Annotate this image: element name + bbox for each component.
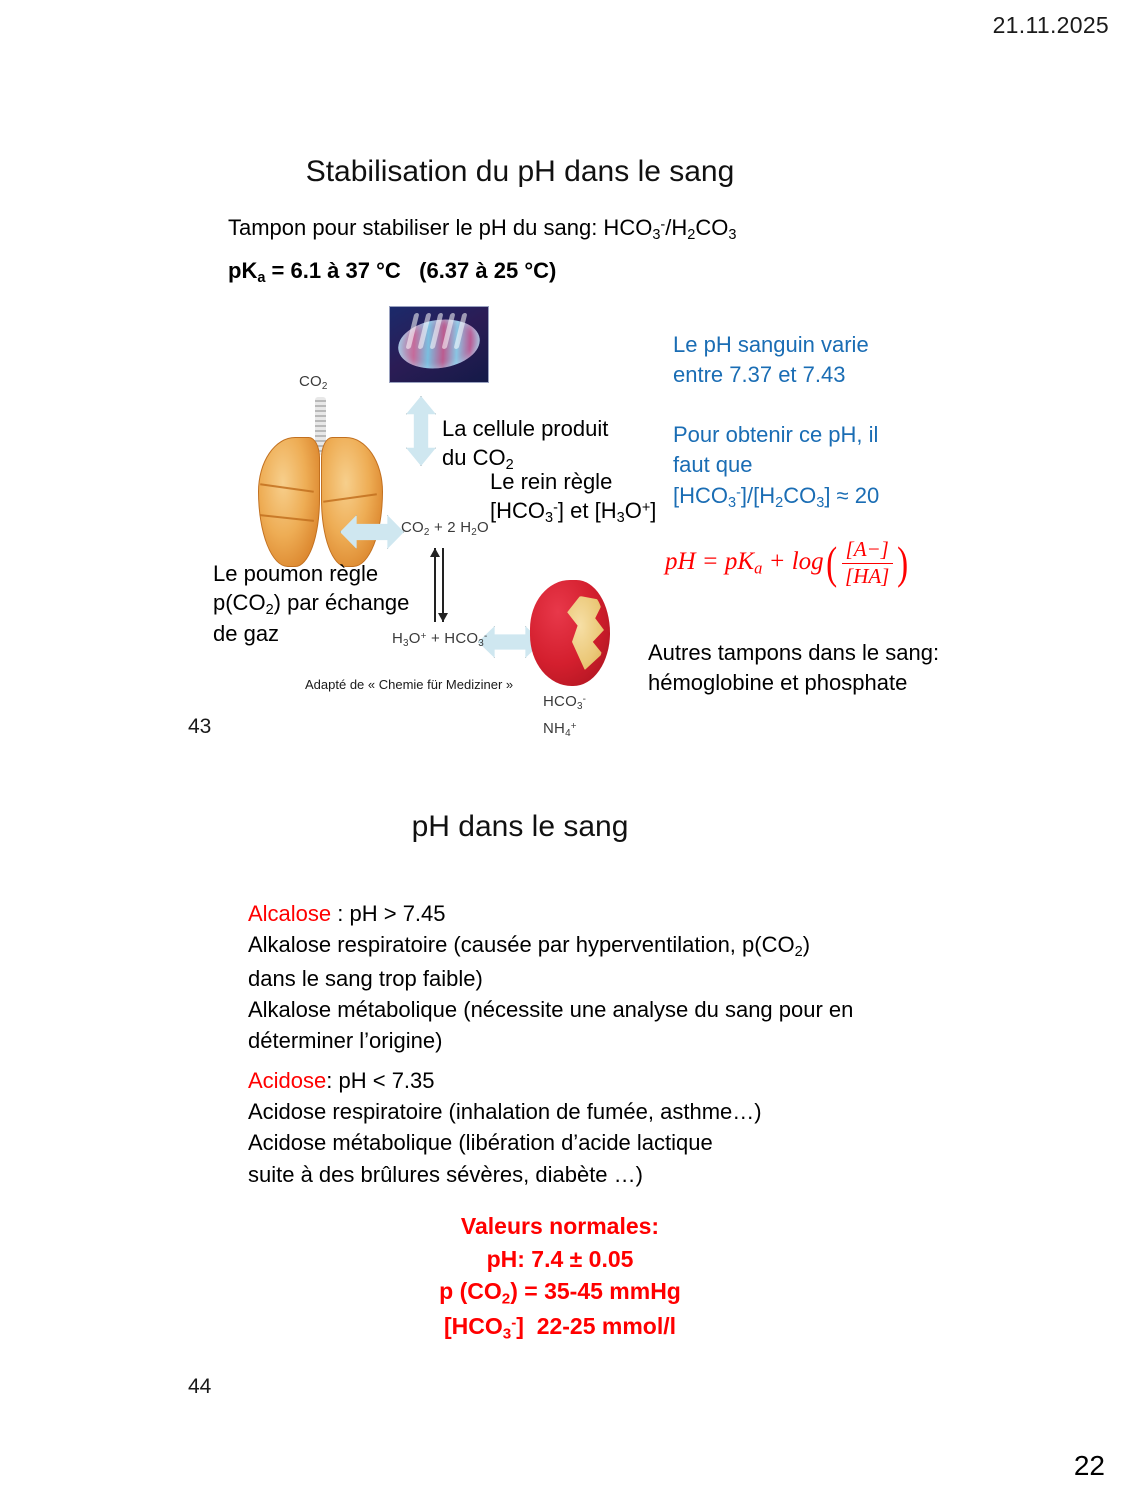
slide-43 (0, 60, 1125, 760)
normal-values-pco2: p $(CO_2) = 35-45$ mmHg (439, 1278, 681, 1308)
normal-values-hco3: $[HCO_3^-]$ 22-25 mmol/l (443, 1313, 677, 1343)
document-date: 21.11.2025 (992, 12, 1109, 38)
slide-44-number: 44 (188, 1375, 212, 1398)
paren-close: ) (897, 537, 909, 589)
alcalose-heading: Alcalose (248, 901, 332, 926)
hh-denominator: [HA] (845, 563, 890, 588)
acidose-line-3: suite à des brûlures sévères, diabète …) (248, 1161, 643, 1187)
lungs-image (255, 395, 385, 570)
arrow-cell-to-reaction (406, 396, 436, 466)
normal-values-title: Valeurs normales: (460, 1213, 660, 1239)
cell-note: La cellule produit du $CO_2$ (442, 416, 609, 473)
blue-note-ratio: Pour obtenir ce pH, il faut que $[HCO_3^-]/[H_2CO_3] \approx 20$ (673, 422, 880, 511)
kidney-image (530, 580, 616, 688)
hh-left-side: pH = $pK_a + \log$ (665, 547, 824, 578)
reaction-top: $CO_2 + 2$ $H_2O$ (401, 519, 489, 538)
lung-note: Le poumon règle $p(CO_2)$ par échange de gaz (213, 561, 410, 646)
co2-label: $CO_2$ (299, 373, 328, 392)
alcalose-heading-rest: : pH > 7.45 (331, 901, 446, 926)
pka-line: $pK_a = 6.1$ à 37 °C (6.37 à 25 °C) (228, 258, 557, 287)
normal-values-ph: pH: 7.4 ± 0.05 (486, 1245, 634, 1272)
mitochondrion-image (389, 306, 489, 383)
acidose-block (248, 1065, 888, 1190)
equilibrium-arrows (429, 548, 451, 622)
normal-values-block (340, 1210, 780, 1345)
kidney-output-hco3: $HCO_3^-$ (543, 693, 587, 712)
alcalose-line-4: déterminer l’origine) (248, 1028, 443, 1054)
source-credit: Adapté de « Chemie für Mediziner » (305, 677, 514, 692)
slide-44-title: pH dans le sang (411, 810, 629, 843)
blue-note-ph-range: Le pH sanguin varie entre 7.37 et 7.43 (673, 332, 869, 388)
acidose-line-1: Acidose respiratoire (inhalation de fumée, asthme…) (248, 1099, 762, 1125)
alcalose-line-1: Alkalose respiratoire (causée par hyperventilation, $p(CO_2)$ (248, 932, 811, 961)
hh-numerator: [A−] (842, 538, 893, 564)
reaction-bottom: $H_3O^+ + HCO_3^-$ (392, 630, 488, 649)
kidney-output-nh4: $NH_4^+$ (543, 720, 577, 739)
paren-open: ( (825, 537, 837, 589)
acidose-heading-rest: : pH < 7.35 (326, 1068, 435, 1093)
slide-43-title: Stabilisation du pH dans le sang (305, 155, 735, 188)
slide-44 (0, 760, 1125, 1440)
acidose-heading: Acidose (248, 1068, 327, 1093)
acidose-line-2: Acidose métabolique (libération d’acide lactique (248, 1130, 713, 1156)
alcalose-line-3: Alkalose métabolique (nécessite une analyse du sang pour en (248, 997, 854, 1023)
buffer-intro-line: Tampon pour stabiliser le pH du sang: $HCO_3^-/H_2CO_3$ (228, 215, 737, 244)
alcalose-line-2: dans le sang trop faible) (248, 965, 483, 991)
other-buffers-note: Autres tampons dans le sang: hémoglobine et phosphate (648, 640, 940, 695)
kidney-note: Le rein règle $[HCO_3^-]$ et $[H_3O^+]$ (490, 469, 657, 526)
slide-43-number: 43 (188, 715, 212, 738)
hh-fraction (841, 538, 893, 588)
henderson-hasselbalch-formula (665, 538, 911, 588)
page-number-footer: 22 (1073, 1450, 1105, 1481)
alcalose-block (248, 898, 888, 1057)
